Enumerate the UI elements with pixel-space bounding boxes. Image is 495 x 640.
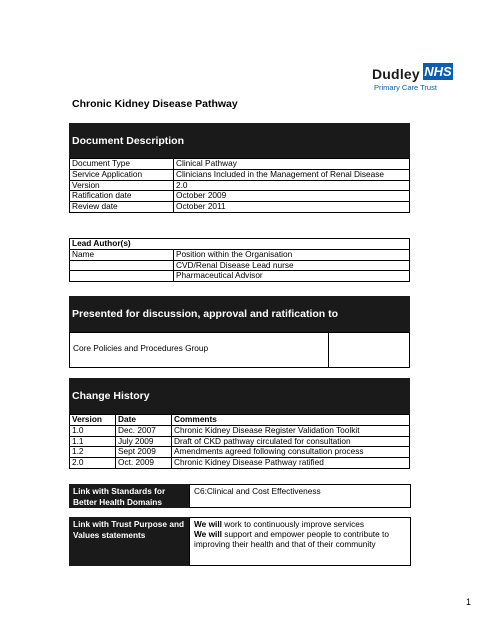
- page-number: 1: [466, 597, 472, 607]
- table-row: [70, 191, 410, 202]
- row-label: [70, 260, 174, 271]
- version-cell: 1.1: [70, 436, 116, 447]
- row-value: Clinical Pathway: [174, 159, 410, 170]
- logo-name: Dudley: [372, 66, 420, 82]
- logo-subtitle: Primary Care Trust: [374, 83, 437, 92]
- row-value: 2.0: [174, 180, 410, 191]
- presented-date: [328, 332, 410, 368]
- row-value: October 2011: [174, 202, 410, 213]
- row-label: Name: [70, 249, 174, 260]
- row-label: Version: [70, 180, 174, 191]
- table-row: [70, 249, 410, 260]
- document-title: Chronic Kidney Disease Pathway: [72, 98, 238, 110]
- table-row: [70, 159, 410, 170]
- nhs-logo-badge: NHS: [424, 64, 452, 79]
- trust-values-label: Link with Trust Purpose and Values statements: [69, 517, 189, 566]
- standards-label: Link with Standards for Better Health Domains: [69, 484, 189, 508]
- doc-description-heading: Document Description: [69, 123, 410, 158]
- table-row: [70, 415, 410, 426]
- table-row: [70, 169, 410, 180]
- presented-heading: Presented for discussion, approval and ratification to: [69, 296, 410, 332]
- table-row: [70, 458, 410, 469]
- trust-values-statements: [189, 517, 411, 566]
- table-row: [70, 271, 410, 282]
- doc-description-table: [69, 158, 410, 213]
- column-header: Date: [116, 415, 172, 426]
- table-row: [70, 202, 410, 213]
- version-cell: 1.0: [70, 425, 116, 436]
- table-row: [70, 260, 410, 271]
- table-row: [70, 425, 410, 436]
- table-row: [70, 180, 410, 191]
- presented-group: Core Policies and Procedures Group: [69, 332, 329, 368]
- change-history-heading: Change History: [69, 378, 410, 414]
- table-row: [70, 447, 410, 458]
- trust-statement: We will support and empower people to contribute to improving their health and that of their community: [194, 529, 389, 549]
- change-history-table: [69, 414, 410, 469]
- date-cell: Dec. 2007: [116, 425, 172, 436]
- lead-authors-table: [69, 238, 410, 282]
- row-value: Clinicians Included in the Management of Renal Disease: [174, 169, 410, 180]
- row-label: Ratification date: [70, 191, 174, 202]
- comment-cell: Chronic Kidney Disease Register Validation Toolkit: [172, 425, 410, 436]
- row-value: Pharmaceutical Advisor: [174, 271, 410, 282]
- row-value: CVD/Renal Disease Lead nurse: [174, 260, 410, 271]
- version-cell: 2.0: [70, 458, 116, 469]
- date-cell: Sept 2009: [116, 447, 172, 458]
- version-cell: 1.2: [70, 447, 116, 458]
- comment-cell: Chronic Kidney Disease Pathway ratified: [172, 458, 410, 469]
- lead-authors-heading: Lead Author(s): [70, 239, 410, 250]
- row-label: Review date: [70, 202, 174, 213]
- row-value: October 2009: [174, 191, 410, 202]
- row-value: Position within the Organisation: [174, 249, 410, 260]
- column-header: Version: [70, 415, 116, 426]
- row-label: Document Type: [70, 159, 174, 170]
- date-cell: Oct. 2009: [116, 458, 172, 469]
- row-label: [70, 271, 174, 282]
- date-cell: July 2009: [116, 436, 172, 447]
- table-row: [70, 239, 410, 250]
- standards-value: C6:Clinical and Cost Effectiveness: [189, 484, 411, 508]
- comment-cell: Draft of CKD pathway circulated for consultation: [172, 436, 410, 447]
- trust-statement: We will work to continuously improve services: [194, 519, 365, 529]
- comment-cell: Amendments agreed following consultation process: [172, 447, 410, 458]
- column-header: Comments: [172, 415, 410, 426]
- row-label: Service Application: [70, 169, 174, 180]
- table-row: [70, 436, 410, 447]
